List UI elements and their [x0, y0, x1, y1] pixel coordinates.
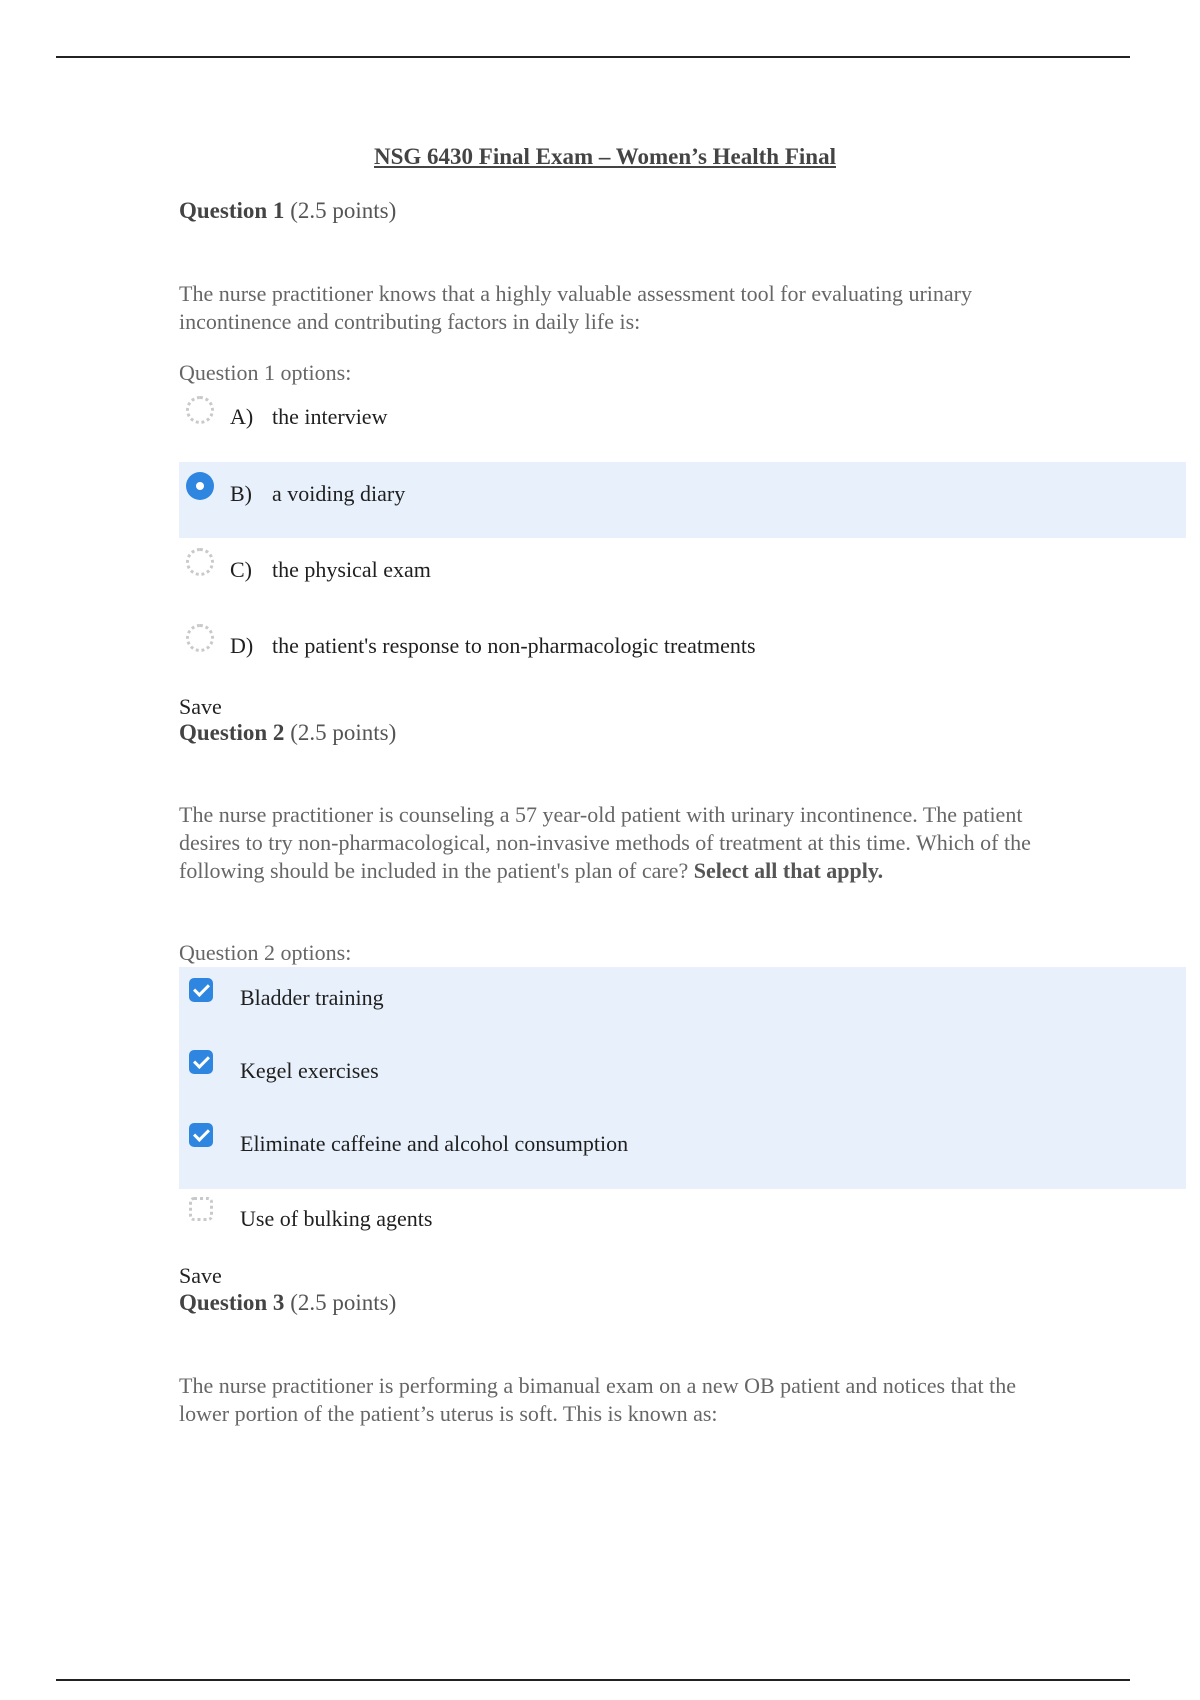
option-b-letter: B) [230, 481, 252, 506]
question-2-options-label: Question 2 options: [179, 940, 352, 965]
option-bulking-agents[interactable] [240, 1199, 432, 1239]
option-bulking-agents-text: Use of bulking agents [240, 1206, 433, 1231]
question-1-number: Question 1 [179, 198, 285, 223]
checkbox-eliminate-caffeine[interactable] [189, 1123, 213, 1147]
radio-option-d[interactable] [186, 624, 214, 652]
option-kegel-exercises-text: Kegel exercises [240, 1058, 379, 1083]
question-3-number: Question 3 [179, 1290, 285, 1315]
question-3-heading [179, 1290, 396, 1316]
document-title: NSG 6430 Final Exam – Women’s Health Final [374, 144, 836, 169]
option-eliminate-caffeine[interactable] [240, 1124, 628, 1164]
option-bladder-training-text: Bladder training [240, 985, 384, 1010]
question-1-options-label: Question 1 options: [179, 360, 352, 385]
question-3-points: (2.5 points) [290, 1290, 397, 1315]
option-b-text: a voiding diary [272, 481, 406, 506]
question-2-text-body: The nurse practitioner is counseling a 57 year-old patient with urinary incontinence. The patient desires to try non-pharmacological, non-invasive methods of treatment at this time. Which of the following should be included in the patient's plan of care? [179, 802, 1031, 883]
option-a-text: the interview [272, 404, 388, 429]
option-d[interactable] [230, 626, 756, 666]
question-1-save-button[interactable]: Save [179, 694, 222, 719]
option-b[interactable] [230, 474, 405, 514]
question-1-text: The nurse practitioner knows that a highly valuable assessment tool for evaluating urinary incontinence and contributing factors in daily life is: [179, 281, 972, 334]
option-kegel-exercises[interactable] [240, 1051, 379, 1091]
question-2-save-button[interactable]: Save [179, 1263, 222, 1288]
option-bladder-training[interactable] [240, 978, 384, 1018]
question-2-text [179, 801, 1049, 885]
question-2-points: (2.5 points) [290, 720, 397, 745]
question-2-heading [179, 720, 396, 746]
bottom-rule [56, 1679, 1130, 1681]
option-c[interactable] [230, 550, 431, 590]
question-2-text-emphasis: Select all that apply. [693, 858, 884, 883]
option-d-letter: D) [230, 633, 254, 658]
radio-option-c[interactable] [186, 548, 214, 576]
option-c-text: the physical exam [272, 557, 431, 582]
option-a[interactable] [230, 397, 387, 437]
question-1-heading [179, 198, 396, 224]
option-c-letter: C) [230, 557, 252, 582]
radio-option-a[interactable] [186, 396, 214, 424]
question-3-text: The nurse practitioner is performing a bimanual exam on a new OB patient and notices that the lower portion of the patient’s uterus is soft. This is known as: [179, 1373, 1016, 1426]
top-rule [56, 56, 1130, 58]
option-eliminate-caffeine-text: Eliminate caffeine and alcohol consumption [240, 1131, 629, 1156]
question-2-number: Question 2 [179, 720, 285, 745]
question-1-points: (2.5 points) [290, 198, 397, 223]
checkbox-kegel-exercises[interactable] [189, 1050, 213, 1074]
option-d-text: the patient's response to non-pharmacologic treatments [272, 633, 756, 658]
option-a-letter: A) [230, 404, 254, 429]
radio-option-b[interactable] [186, 472, 214, 500]
checkbox-bladder-training[interactable] [189, 978, 213, 1002]
checkbox-bulking-agents[interactable] [189, 1197, 213, 1221]
